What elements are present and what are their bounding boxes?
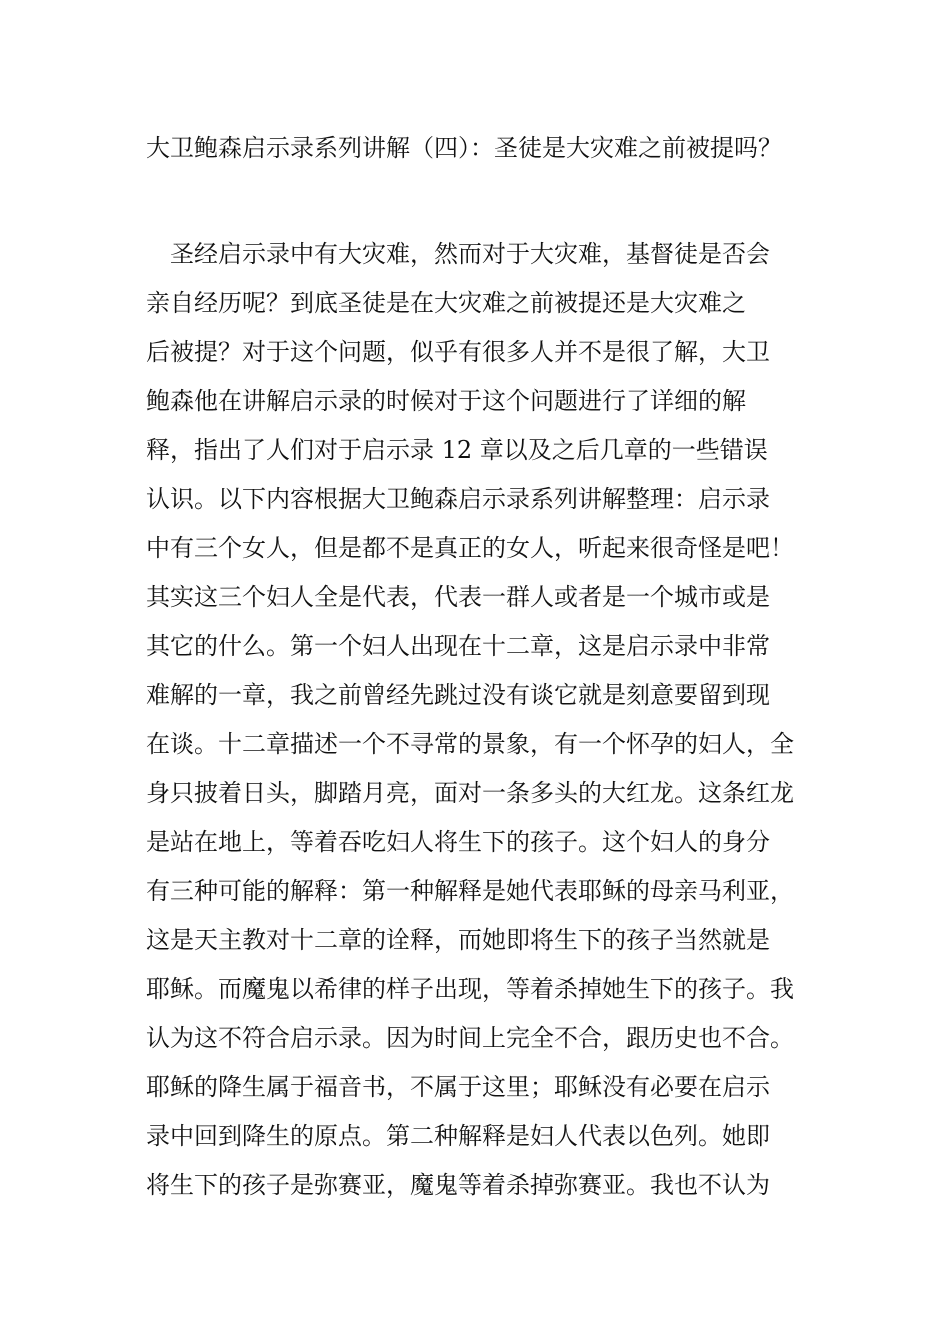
document-title: 大卫鲍森启示录系列讲解（四）：圣徒是大灾难之前被提吗？ xyxy=(146,134,782,162)
paragraph-line: 是站在地上，等着吞吃妇人将生下的孩子。这个妇人的身分 xyxy=(146,828,770,856)
paragraph-line: 这是天主教对十二章的诠释，而她即将生下的孩子当然就是 xyxy=(146,926,770,954)
paragraph-line: 鲍森他在讲解启示录的时候对于这个问题进行了详细的解 xyxy=(146,387,746,415)
paragraph-line: 身只披着日头，脚踏月亮，面对一条多头的大红龙。这条红龙 xyxy=(146,779,794,807)
paragraph-line: 录中回到降生的原点。第二种解释是妇人代表以色列。她即 xyxy=(146,1122,770,1150)
paragraph-line: 在谈。十二章描述一个不寻常的景象，有一个怀孕的妇人，全 xyxy=(146,730,794,758)
paragraph-line: 圣经启示录中有大灾难，然而对于大灾难，基督徒是否会 xyxy=(170,240,770,268)
paragraph-line: 释，指出了人们对于启示录 12 章以及之后几章的一些错误 xyxy=(146,436,768,464)
paragraph-line: 中有三个女人，但是都不是真正的女人，听起来很奇怪是吧！ xyxy=(146,534,794,562)
paragraph-line: 后被提？对于这个问题，似乎有很多人并不是很了解，大卫 xyxy=(146,338,770,366)
paragraph-line: 认为这不符合启示录。因为时间上完全不合，跟历史也不合。 xyxy=(146,1024,794,1052)
paragraph-line: 其实这三个妇人全是代表，代表一群人或者是一个城市或是 xyxy=(146,583,770,611)
paragraph-line: 其它的什么。第一个妇人出现在十二章，这是启示录中非常 xyxy=(146,632,770,660)
paragraph-line: 亲自经历呢？到底圣徒是在大灾难之前被提还是大灾难之 xyxy=(146,289,746,317)
paragraph-line: 难解的一章，我之前曾经先跳过没有谈它就是刻意要留到现 xyxy=(146,681,770,709)
paragraph-line: 耶稣的降生属于福音书，不属于这里；耶稣没有必要在启示 xyxy=(146,1073,770,1101)
paragraph-line: 将生下的孩子是弥赛亚，魔鬼等着杀掉弥赛亚。我也不认为 xyxy=(146,1171,770,1199)
paragraph-line: 有三种可能的解释：第一种解释是她代表耶稣的母亲马利亚， xyxy=(146,877,794,905)
paragraph-line: 认识。以下内容根据大卫鲍森启示录系列讲解整理：启示录 xyxy=(146,485,770,513)
paragraph-line: 耶稣。而魔鬼以希律的样子出现，等着杀掉她生下的孩子。我 xyxy=(146,975,794,1003)
body-paragraph xyxy=(146,230,836,1210)
